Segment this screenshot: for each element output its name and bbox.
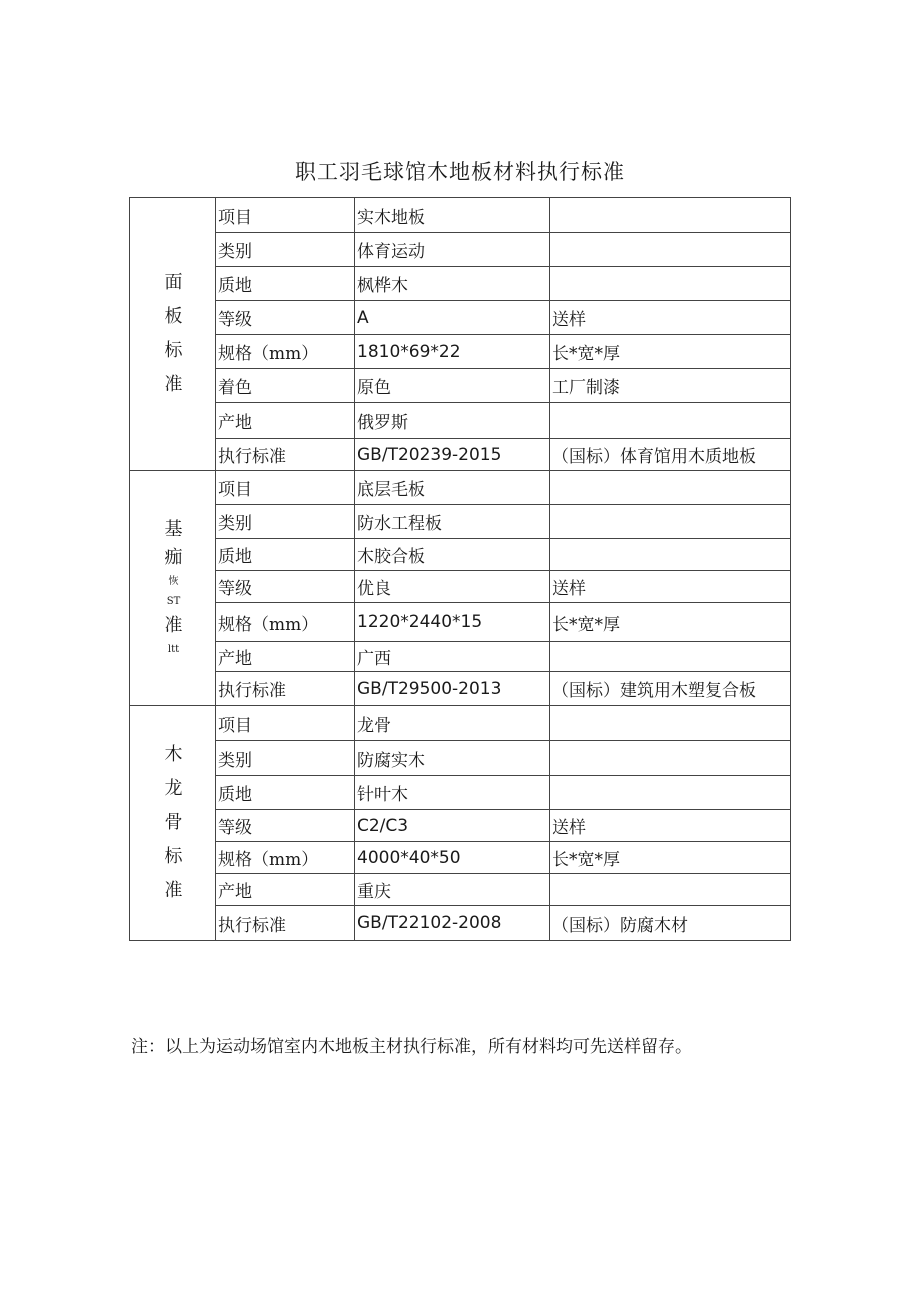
- cell-value: GB/T29500-2013: [355, 672, 550, 706]
- section-label-char: 准: [164, 374, 183, 395]
- cell-value: C2/C3: [355, 810, 550, 842]
- cell-value: 针叶木: [355, 776, 550, 810]
- cell-item: 项目: [216, 706, 355, 741]
- cell-value: 防水工程板: [355, 505, 550, 539]
- cell-remark: （国标）建筑用木塑复合板: [550, 672, 791, 706]
- section-label-char: 标: [164, 340, 183, 361]
- page-title: 职工羽毛球馆木地板材料执行标准: [295, 160, 625, 184]
- section-label: [130, 471, 216, 706]
- cell-remark: 送样: [550, 301, 791, 335]
- cell-item: 产地: [216, 874, 355, 906]
- cell-value: 体育运动: [355, 233, 550, 267]
- table-row: [130, 369, 791, 403]
- section-label-char: 木: [164, 744, 183, 765]
- section-label-char: 准: [164, 615, 183, 636]
- cell-remark: 长*宽*厚: [550, 603, 791, 642]
- cell-item: 质地: [216, 776, 355, 810]
- cell-remark: 送样: [550, 810, 791, 842]
- cell-remark: [550, 741, 791, 776]
- cell-item: 执行标准: [216, 906, 355, 941]
- cell-item: 规格（mm）: [216, 603, 355, 642]
- cell-item: 产地: [216, 642, 355, 672]
- table-row: [130, 539, 791, 571]
- table-row: [130, 642, 791, 672]
- section-label: [130, 198, 216, 471]
- table-row: [130, 267, 791, 301]
- cell-item: 质地: [216, 267, 355, 301]
- cell-item: 产地: [216, 403, 355, 439]
- cell-remark: [550, 776, 791, 810]
- cell-value: 底层毛板: [355, 471, 550, 505]
- cell-remark: [550, 233, 791, 267]
- table-row: [130, 842, 791, 874]
- table-row: [130, 741, 791, 776]
- cell-value: 枫桦木: [355, 267, 550, 301]
- cell-remark: 长*宽*厚: [550, 842, 791, 874]
- cell-item: 等级: [216, 810, 355, 842]
- cell-value: 龙骨: [355, 706, 550, 741]
- cell-remark: [550, 874, 791, 906]
- section-label-char: 龙: [164, 778, 183, 799]
- section-label-char: 骨: [164, 812, 183, 833]
- cell-value: GB/T20239-2015: [355, 439, 550, 471]
- cell-value: 1810*69*22: [355, 335, 550, 369]
- cell-value: GB/T22102-2008: [355, 906, 550, 941]
- cell-item: 等级: [216, 571, 355, 603]
- section-label-char: 板: [164, 306, 183, 327]
- cell-remark: [550, 539, 791, 571]
- cell-item: 执行标准: [216, 672, 355, 706]
- cell-item: 规格（mm）: [216, 842, 355, 874]
- footnote: 注：以上为运动场馆室内木地板主材执行标准，所有材料均可先送样留存。: [131, 1037, 692, 1057]
- cell-value: 1220*2440*15: [355, 603, 550, 642]
- table-row: [130, 776, 791, 810]
- cell-remark: （国标）防腐木材: [550, 906, 791, 941]
- cell-value: 重庆: [355, 874, 550, 906]
- cell-remark: 送样: [550, 571, 791, 603]
- cell-value: 4000*40*50: [355, 842, 550, 874]
- cell-value: 实木地板: [355, 198, 550, 233]
- cell-item: 项目: [216, 471, 355, 505]
- section-label-char: 恢: [168, 576, 179, 587]
- section-label-char: ltt: [167, 644, 180, 655]
- cell-remark: 长*宽*厚: [550, 335, 791, 369]
- table-row: [130, 571, 791, 603]
- section-label-char: 痂: [164, 547, 183, 568]
- table-row: [130, 603, 791, 642]
- cell-remark: [550, 198, 791, 233]
- cell-remark: （国标）体育馆用木质地板: [550, 439, 791, 471]
- cell-remark: [550, 267, 791, 301]
- cell-value: 广西: [355, 642, 550, 672]
- table-row: [130, 906, 791, 941]
- table-row: [130, 335, 791, 369]
- cell-item: 着色: [216, 369, 355, 403]
- section-label-char: 标: [164, 846, 183, 867]
- cell-value: 木胶合板: [355, 539, 550, 571]
- cell-remark: 工厂制漆: [550, 369, 791, 403]
- cell-item: 规格（mm）: [216, 335, 355, 369]
- cell-remark: [550, 403, 791, 439]
- table-row: [130, 301, 791, 335]
- cell-item: 等级: [216, 301, 355, 335]
- cell-remark: [550, 471, 791, 505]
- cell-item: 项目: [216, 198, 355, 233]
- cell-remark: [550, 706, 791, 741]
- cell-item: 类别: [216, 505, 355, 539]
- table-row: [130, 403, 791, 439]
- section-label: [130, 706, 216, 941]
- section-label-char: 基: [164, 519, 183, 540]
- section-label-char: 准: [164, 880, 183, 901]
- table-row: [130, 198, 791, 233]
- table-row: [130, 672, 791, 706]
- table-row: [130, 439, 791, 471]
- cell-value: A: [355, 301, 550, 335]
- section-label-char: ST: [166, 596, 181, 607]
- standards-table: [129, 197, 791, 941]
- table-row: [130, 706, 791, 741]
- cell-value: 原色: [355, 369, 550, 403]
- cell-item: 执行标准: [216, 439, 355, 471]
- section-label-char: 面: [164, 272, 183, 293]
- table-row: [130, 471, 791, 505]
- cell-item: 类别: [216, 741, 355, 776]
- table-row: [130, 233, 791, 267]
- table-row: [130, 505, 791, 539]
- cell-value: 俄罗斯: [355, 403, 550, 439]
- table-row: [130, 874, 791, 906]
- cell-item: 类别: [216, 233, 355, 267]
- cell-item: 质地: [216, 539, 355, 571]
- table-row: [130, 810, 791, 842]
- cell-value: 防腐实木: [355, 741, 550, 776]
- cell-remark: [550, 505, 791, 539]
- cell-value: 优良: [355, 571, 550, 603]
- cell-remark: [550, 642, 791, 672]
